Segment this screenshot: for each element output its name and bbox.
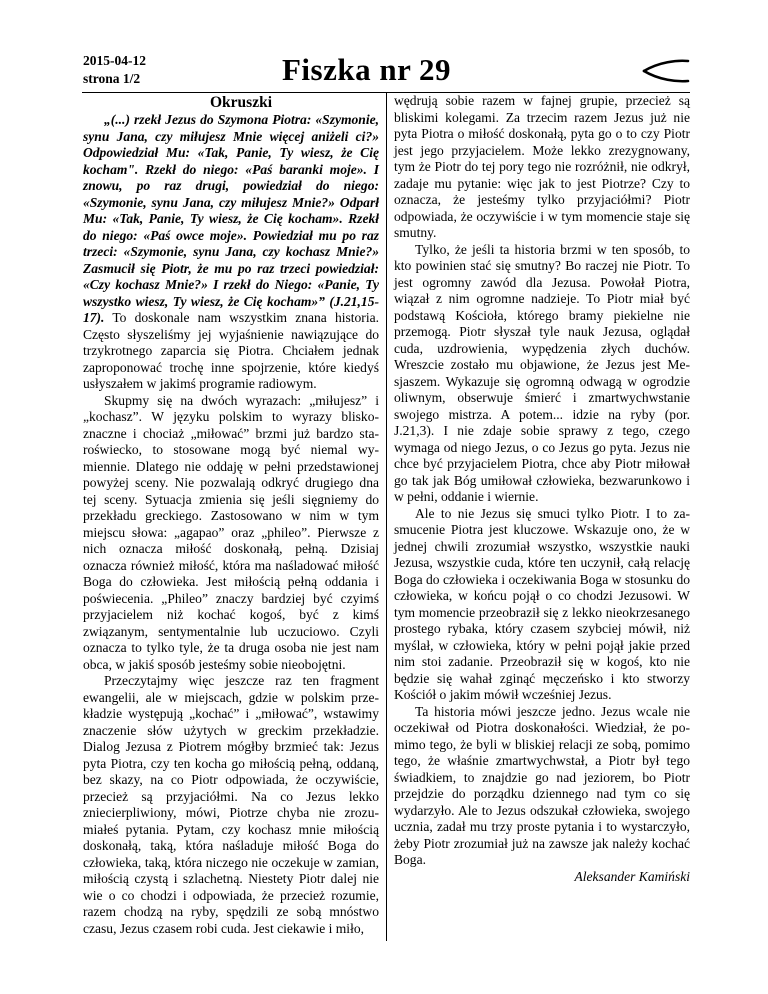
article-paragraph-3-continued: wędrują sobie razem w fajnej grupie, przecież są bliskimi kolegami. Za trzecim razem Jezus już nie pyta Piotra o miłość doskonałą, pyta go o to czy Piotr jest jego przyjacielem. Może lekko zrezygnowany, tym że Piotr do tej pory tego nie rozróżnił, nie odkrył, zadaje mu pytanie: więc jak to jest Piotrze? Czy to oznacza, że jesteśmy tylko przyjaciółmi? Piotr odpowiada, że oczywiście i w tym momencie staje się smutny. bbox=[394, 93, 690, 240]
article-paragraph-3: Przeczytajmy więc jeszcze raz ten fragment ewangelii, ale w miejscach, gdzie w polskim przekładzie występują „kochać” i „miłować”, wstawimy znaczenie słów użytych w greckim przekładzie. Dialog Jezusa z Piotrem mógłby brzmieć tak: Jezus pyta Piotra, czy ten kocha go miłością pełną, oddaną, bez skazy, na co Piotr odpowiada, że oczywiście, przecież są przyjaciółmi. Na co Jezus lekko zniecierpliwiony, mówi, Piotrze chyba nie zrozumiałeś pytania. Pytam, czy kochasz mnie miłością doskonałą, taką, która naśladuje miłość Boga do człowieka, taką, która niczego nie oczekuje w zamian, miłością czystą i szlachetną. Niestety Piotr dalej nie wie o co chodzi i odpowiada, że przecież rozumie, razem chodzą na ryby, spędzili ze sobą mnóstwo czasu, Jezus czasem robi cuda. Jest ciekawie i miło, bbox=[83, 673, 379, 936]
fish-lower-curve bbox=[644, 71, 688, 81]
fish-upper-curve bbox=[644, 61, 688, 71]
section-title: Okruszki bbox=[209, 94, 272, 111]
header-page-number: strona 1/2 bbox=[83, 71, 141, 86]
article-paragraph-4: Tylko, że jeśli ta historia brzmi w ten sposób, to kto powinien stać się smutny? Bo raczej nie Piotr. To jest ogromny zawód dla Jezusa. Powołał Piotra, wiązał z nim ogromne nadzieje. To Piotr miał być podstawą Kościoła, którego bramy piekielne nie przemogą. Piotr słyszał tyle nauk Jezusa, oglądał cuda, uzdrowienia, wypędzenia złych duchów. Wreszcie zostało mu objawione, że Jezus jest Mesjaszem. Wykazuje się ogromną odwagą w ogrodzie oliwnym, obserwuje śmierć i zmartwychwstanie swojego mistrza. A potem... idzie na ryby (por. J.21,3). I nie zdaje sobie sprawy z tego, czego wymaga od niego Jezus, o co Jezus go pyta. Jezus nie chce być przyjacielem Piotra, chce aby Piotr miłował go tak jak Bóg umiłował człowieka, bezwarunkowo i w pełni, oddanie i wiernie. bbox=[394, 241, 690, 504]
paragraph-1-text: To doskonale nam wszystkim znana historia. Często słyszeliśmy jej wyjaśnienie nawiązujące do trzykrotnego zaparcia się Piotra. Chciałem jednak zaproponować trochę inne spojrzenie, które kiedyś usłyszałem w jakimś programie radiowym. bbox=[83, 310, 379, 391]
header-date: 2015-04-12 bbox=[83, 53, 146, 68]
article-paragraph-1 bbox=[83, 112, 379, 393]
article-paragraph-6: Ta historia mówi jeszcze jedno. Jezus wcale nie oczekiwał od Piotra doskonałości. Wiedział, że pomimo tego, że byli w bliskiej relacji ze sobą, pomimo tego, że właśnie zmartwychwstał, a Piotr był tego świadkiem, to znajdzie go nad jeziorem, bo Piotr przejdzie do porządku dziennego nad tym co się wydarzyło. Ale to Jezus odszukał człowieka, swojego ucznia, zadał mu trzy proste pytania i to wystarczyło, żeby Piotr zrozumiał już na zawsze jak należy kochać Boga. bbox=[394, 703, 690, 867]
author-signature: Aleksander Kamiński bbox=[574, 868, 690, 884]
article-paragraph-2: Skupmy się na dwóch wyrazach: „miłujesz” i „kochasz”. W języku polskim to wyrazy bliskoznaczne i chociaż „miłować” brzmi już bardzo staroświecko, to stosowane mogą być niemal wymiennie. Dlatego nie oddaję w pełni przedstawionej powyżej sceny. Nie pozwalają odkryć drugiego dna tej sceny. Sytuacja zmienia się jeśli sięgniemy do przekładu greckiego. Zastosowano w nim w tym miejscu słowa: „agapao” oraz „phileo”. Pierwsze z nich oznacza miłość doskonałą, pełną. Dzisiaj oznacza również miłość, która ma naśladować miłość Boga do człowieka. Jest miłością pełną oddania i poświecenia. „Phileo” znaczy bardziej być czyimś przyjacielem niż kochać kogoś, być z kimś związanym, sentymentalnie lub uczuciowo. Czyli oznacza to tylko tyle, że ta druga osoba nie jest nam obca, w jakiś sposób jesteśmy sobie nieobojętni. bbox=[83, 392, 379, 672]
column-divider bbox=[386, 93, 387, 941]
left-column bbox=[83, 93, 379, 937]
article-paragraph-5: Ale to nie Jezus się smuci tylko Piotr. I to zasmucenie Piotra jest kluczowe. Wskazuje ono, że w jednej chwili zrozumiał wszystko, wszystkie nauki Jezusa, wszystkie cuda, które ten uczynił, całą relację Boga do człowieka i oczekiwania Boga w stosunku do człowieka, w końcu pojął o co chodzi Jezusowi. W tym momencie przeobraził się z lekko nieokrzesanego prostego rybaka, który czasem szybciej mówił, niż myślał, w człowieka, który w pełni pojął jakie przed nim stoi zadanie. Przeobraził się w kogoś, kto nie będzie się wahał zginąć męczeńsko i kto stworzy Kościół o jakim mówił wcześniej Jezus. bbox=[394, 505, 690, 702]
page-title: Fiszka nr 29 bbox=[282, 52, 452, 87]
scripture-quote: „(...) rzekł Jezus do Szymona Piotra: «Szymonie, synu Jana, czy miłujesz Mnie więcej aniżeli ci?» Odpowiedział Mu: «Tak, Panie, Ty wiesz, że Cię kocham". Rzekł do niego: «Paś baranki moje». I znowu, po raz drugi, powiedział do niego: «Szymonie, synu Jana, czy miłujesz Mnie?» Odparł Mu: «Tak, Panie, Ty wiesz, że Cię kocham». Rzekł do niego: «Paś owce moje». Powiedział mu po raz trzeci: «Szymonie, synu Jana, czy kochasz Mnie?» Zasmucił się Piotr, że mu po raz trzeci powiedział: «Czy kochasz Mnie?» I rzekł do Niego: «Panie, Ty wszystko wiesz, Ty wiesz, że Cię kocham»” (J.21,15-17). bbox=[83, 112, 379, 325]
ichthys-fish-icon bbox=[641, 57, 691, 85]
right-column bbox=[394, 93, 690, 885]
